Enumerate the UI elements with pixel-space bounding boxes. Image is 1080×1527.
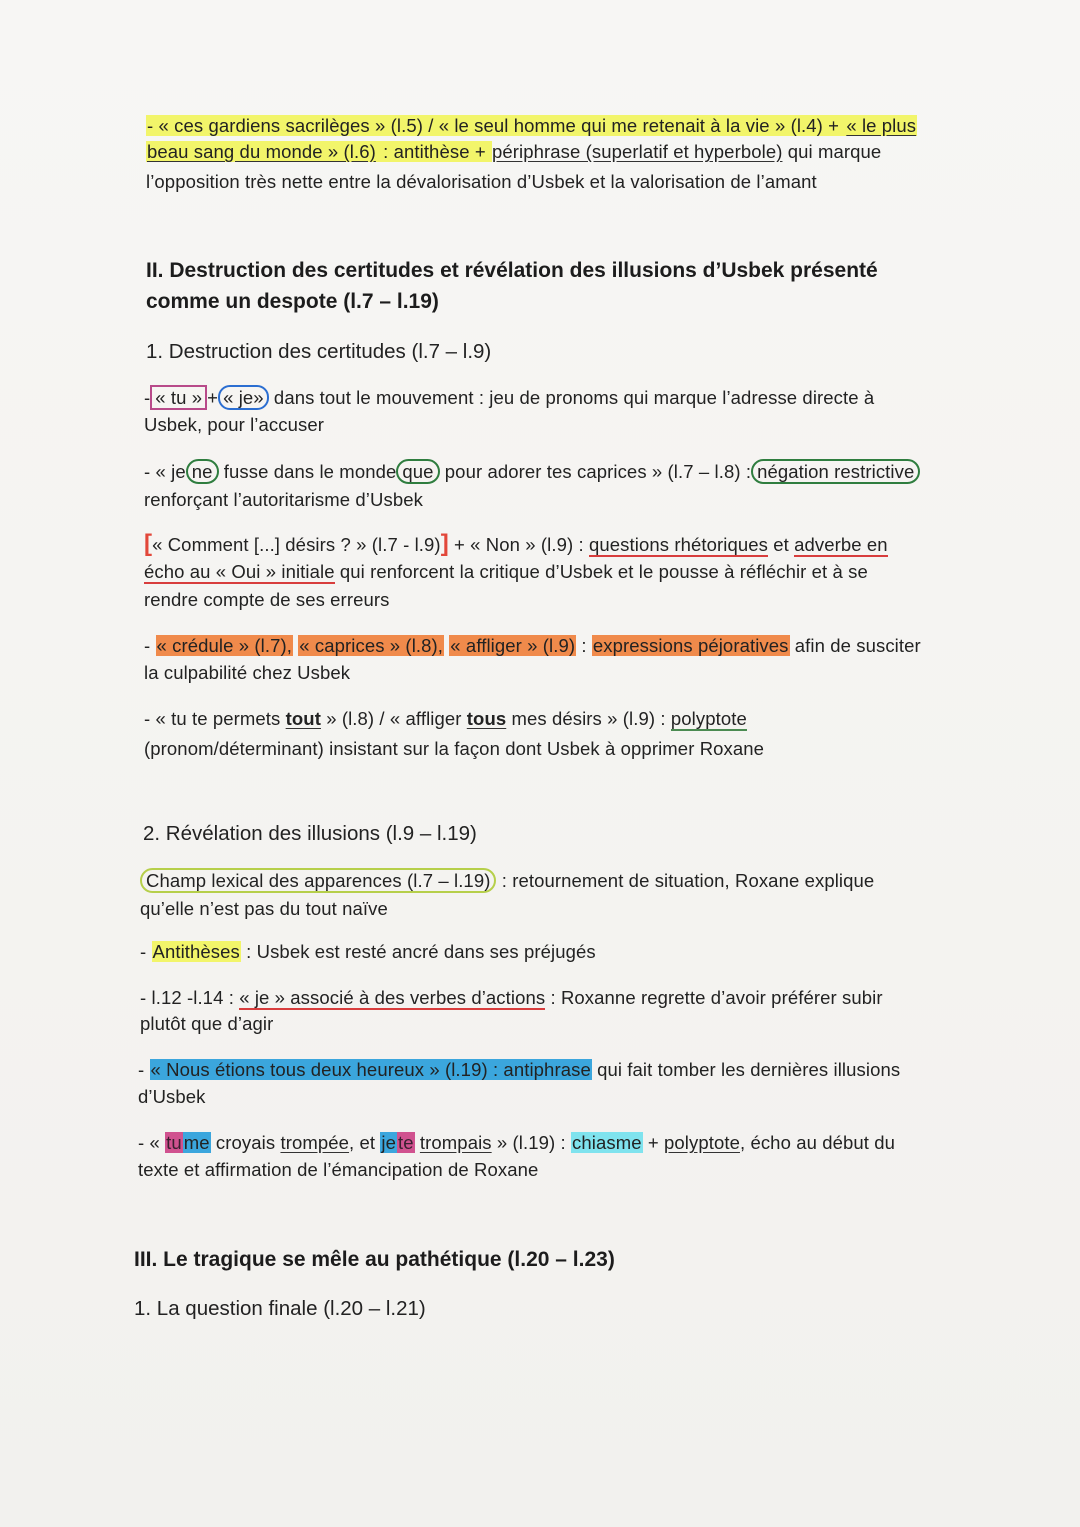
chiasmus-line-1: - « tu me croyais trompée, et je te trompais » (l.19) : chiasme + polyptote, écho au début du	[138, 1132, 896, 1153]
pejorative-line-1: - « crédule » (l.7), « caprices » (l.8), « affliger » (l.9) : expressions péjoratives afin de susciter	[144, 635, 921, 656]
bracket-close-icon: ]	[440, 530, 449, 557]
polyptote-line-1: - « tu te permets tout » (l.8) / « affliger tous mes désirs » (l.9) : polyptote	[144, 708, 747, 729]
antiphrase-line-2: d’Usbek	[138, 1086, 206, 1107]
bracket-open-icon: [	[144, 530, 153, 557]
appearances-line-2: qu’elle n’est pas du tout naïve	[140, 898, 388, 919]
action-verbs-line-1: - l.12 -l.14 : « je » associé à des verbes d’actions : Roxanne regrette d’avoir préférer subir	[140, 987, 883, 1008]
antithesis-line-3: l’opposition très nette entre la dévalorisation d’Usbek et la valorisation de l’amant	[146, 171, 817, 192]
antithesis-line-2: beau sang du monde » (l.6) : antithèse + périphrase (superlatif et hyperbole) qui marque	[147, 141, 882, 162]
subsection-2-2-title: 2. Révélation des illusions (l.9 – l.19)	[143, 822, 477, 845]
antiphrase-line-1: - « Nous étions tous deux heureux » (l.19) : antiphrase qui fait tomber les dernières illusions	[138, 1059, 901, 1080]
section-2-title-line-1: II. Destruction des certitudes et révélation des illusions d’Usbek présenté	[146, 259, 878, 282]
antithesis-line-1: - « ces gardiens sacrilèges » (l.5) / « le seul homme qui me retenait à la vie » (l.4) + « le plus	[147, 115, 917, 136]
pronoun-line-2: Usbek, pour l’accuser	[144, 414, 324, 435]
section-2-title-line-2: comme un despote (l.7 – l.19)	[146, 290, 439, 313]
subsection-3-1-title: 1. La question finale (l.20 – l.21)	[134, 1297, 426, 1320]
section-3-title: III. Le tragique se mêle au pathétique (l.20 – l.23)	[134, 1248, 615, 1271]
rhetorical-questions-line-1: [« Comment [...] désirs ? » (l.7 - l.9)] + « Non » (l.9) : questions rhétoriques et adverbe en	[144, 530, 888, 557]
rhetorical-questions-line-2: écho au « Oui » initiale qui renforcent la critique d’Usbek et le pousse à réfléchir et à se	[144, 561, 868, 582]
chiasmus-line-2: texte et affirmation de l’émancipation de Roxane	[138, 1159, 539, 1180]
antitheses-line: - Antithèses : Usbek est resté ancré dans ses préjugés	[140, 941, 596, 962]
negation-line-1: - « je ne fusse dans le monde que pour adorer tes caprices » (l.7 – l.8) : négation restrictive	[144, 460, 920, 484]
pronoun-line-1: - « tu » + « je» dans tout le mouvement : jeu de pronoms qui marque l’adresse directe à	[144, 387, 875, 408]
pejorative-line-2: la culpabilité chez Usbek	[144, 662, 351, 683]
polyptote-line-2: (pronom/déterminant) insistant sur la façon dont Usbek à opprimer Roxane	[144, 738, 765, 759]
rhetorical-questions-line-3: rendre compte de ses erreurs	[144, 589, 390, 610]
appearances-line-1: Champ lexical des apparences (l.7 – l.19) : retournement de situation, Roxane explique	[140, 869, 874, 893]
action-verbs-line-2: plutôt que d’agir	[140, 1013, 274, 1034]
subsection-2-1-title: 1. Destruction des certitudes (l.7 – l.9)	[146, 340, 492, 363]
negation-line-2: renforçant l’autoritarisme d’Usbek	[144, 489, 423, 510]
